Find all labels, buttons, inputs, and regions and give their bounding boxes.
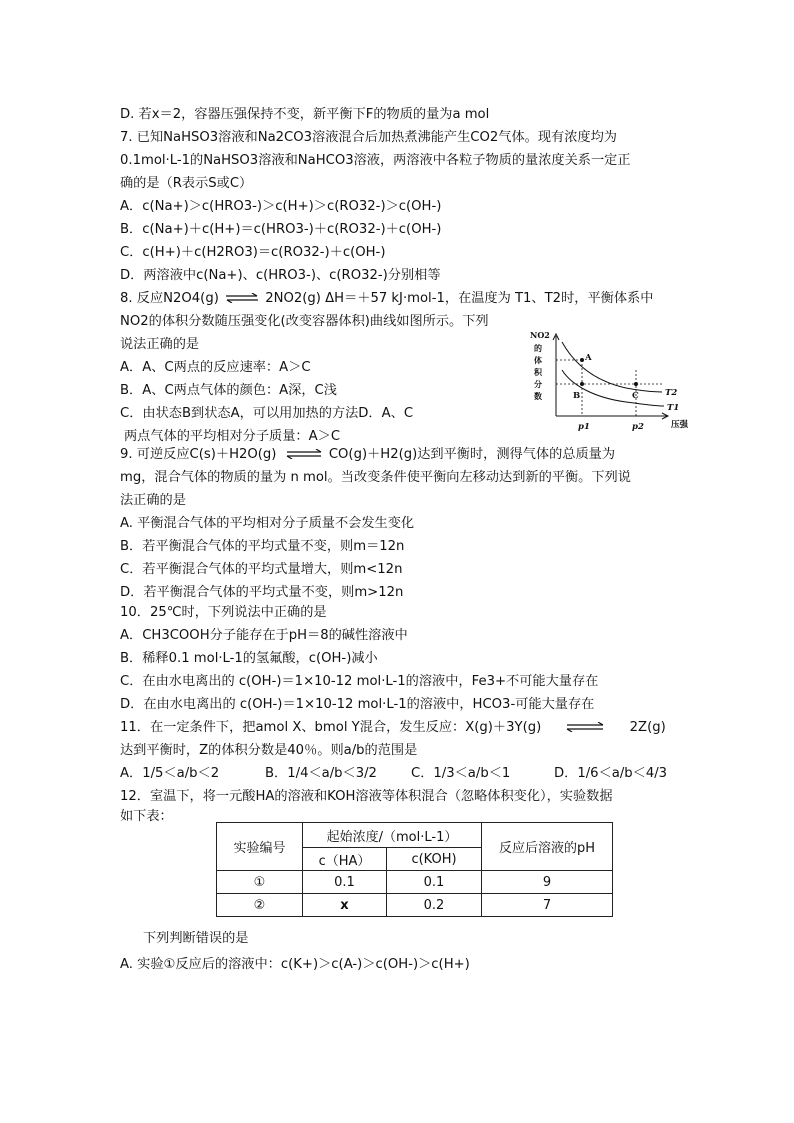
q7-option-a: A．c(Na+)＞c(HRO3-)＞c(H+)＞c(RO32-)＞c(OH-) xyxy=(120,199,442,214)
q8-option-b: B．A、C两点气体的颜色：A深，C浅 xyxy=(120,383,337,398)
label-p1: p1 xyxy=(578,422,590,432)
q7-option-c: C．c(H+)＋c(H2RO3)＝c(RO32-)＋c(OH-) xyxy=(120,245,386,260)
q11-stem-line1a: 11．在一定条件下，把amol X、bmol Y混合，发生反应：X(g)＋3Y(g) xyxy=(120,720,542,735)
q10-option-a: A．CH3COOH分子能存在于pH＝8的碱性溶液中 xyxy=(120,628,408,643)
table-cell-koh: 0.2 xyxy=(387,894,482,917)
graph-ylabel-4: 分 xyxy=(534,379,542,389)
no2-volume-fraction-graph xyxy=(526,330,696,435)
q7-option-b: B．c(Na+)＋c(H+)＝c(HRO3-)＋c(RO32-)＋c(OH-) xyxy=(120,222,442,237)
table-header-ha: c（HA） xyxy=(303,848,387,871)
q9-stem-line1 xyxy=(120,446,615,464)
equilibrium-arrow-icon xyxy=(225,293,259,303)
table-cell-ph: 7 xyxy=(482,894,613,917)
table-cell-ha: 0.1 xyxy=(303,871,387,894)
q7-stem-line2: 0.1mol·L-1的NaHSO3溶液和NaHCO3溶液，两溶液中各粒子物质的量浓度关系一定正 xyxy=(120,153,631,168)
table-header-conc: 起始浓度/（mol·L-1） xyxy=(303,823,482,848)
q8-stem-line3: 说法正确的是 xyxy=(120,337,200,352)
label-t2: T2 xyxy=(665,388,678,398)
q12-stem-line2: 如下表： xyxy=(120,809,173,824)
q7-option-d: D．两溶液中c(Na+)、c(HRO3-)、c(RO32-)分别相等 xyxy=(120,268,441,283)
label-t1: T1 xyxy=(667,403,680,413)
label-p2: p2 xyxy=(632,422,644,432)
q8-stem-line2: NO2的体积分数随压强变化(改变容器体积)曲线如图所示。下列 xyxy=(120,314,489,329)
q8-option-d: 两点气体的平均相对分子质量：A＞C xyxy=(124,429,341,444)
table-row xyxy=(217,894,613,917)
q11-options xyxy=(120,765,667,783)
q9-option-b: B．若平衡混合气体的平均式量不变，则m＝12n xyxy=(120,539,405,554)
q11-stem-line1 xyxy=(120,719,666,737)
table-header-ph: 反应后溶液的pH xyxy=(482,823,613,871)
label-a: A xyxy=(585,353,592,363)
table-header-exp: 实验编号 xyxy=(217,823,303,871)
q7-stem-line3: 确的是（R表示S或C） xyxy=(120,176,253,191)
q9-option-d: D．若平衡混合气体的平均式量不变，则m>12n xyxy=(120,585,404,600)
q12-stem-line1: 12．室温下，将一元酸HA的溶液和KOH溶液等体积混合（忽略体积变化），实验数据 xyxy=(120,789,613,804)
q11-stem-line1b: 2Z(g) xyxy=(629,720,666,735)
q9-option-a: A. 平衡混合气体的平均相对分子质量不会发生变化 xyxy=(120,516,415,531)
q11-option-c: C．1/3＜a/b＜1 xyxy=(411,766,511,781)
q8-stem-line1a: 8. 反应N2O4(g) xyxy=(120,291,219,306)
point-c xyxy=(634,382,638,386)
q12-option-a: A. 实验①反应后的溶液中：c(K+)＞c(A-)＞c(OH-)＞c(H+) xyxy=(120,957,470,972)
label-c: C xyxy=(632,391,639,401)
q11-option-a: A．1/5＜a/b＜2 xyxy=(120,766,220,781)
q9-stem-line3: 法正确的是 xyxy=(120,493,186,508)
equilibrium-arrow-icon xyxy=(283,449,323,459)
q6-option-d: D. 若x＝2，容器压强保持不变，新平衡下F的物质的量为a mol xyxy=(120,107,490,122)
q12-after-table: 下列判断错误的是 xyxy=(143,931,249,946)
q9-stem-line1a: 9. 可逆反应C(s)＋H2O(g) xyxy=(120,447,277,462)
table-header-koh: c(KOH) xyxy=(387,848,482,871)
q7-stem-line1: 7. 已知NaHSO3溶液和Na2CO3溶液混合后加热煮沸能产生CO2气体。现有浓度均为 xyxy=(120,130,617,145)
table-cell-ha: x xyxy=(303,894,387,917)
q11-stem-line2: 达到平衡时，Z的体积分数是40％。则a/b的范围是 xyxy=(120,743,418,758)
q8-option-a: A．A、C两点的反应速率：A＞C xyxy=(120,360,311,375)
q10-option-b: B．稀释0.1 mol·L-1的氢氟酸，c(OH-)减小 xyxy=(120,651,378,666)
label-xaxis: 压强 xyxy=(671,420,689,430)
q8-option-c: C．由状态B到状态A，可以用加热的方法D．A、C xyxy=(120,406,414,421)
table-cell-ph: 9 xyxy=(482,871,613,894)
table-cell-id: ① xyxy=(217,871,303,894)
q8-stem-line1b: 2NO2(g) ΔH＝＋57 kJ·mol-1，在温度为 T1、T2时，平衡体系中 xyxy=(265,291,654,306)
point-b xyxy=(580,382,584,386)
experiment-table xyxy=(216,822,613,917)
q10-option-c: C．在由水电离出的 c(OH-)＝1×10-12 mol·L-1的溶液中，Fe3+不可能大量存在 xyxy=(120,674,599,689)
table-cell-id: ② xyxy=(217,894,303,917)
graph-ylabel-1: 的 xyxy=(534,343,542,353)
q9-stem-line1b: CO(g)＋H2(g)达到平衡时，测得气体的总质量为 xyxy=(328,447,616,462)
table-row xyxy=(217,871,613,894)
q9-option-c: C．若平衡混合气体的平均式量增大，则m<12n xyxy=(120,562,403,577)
graph-ylabel-2: 体 xyxy=(534,355,542,365)
point-a xyxy=(580,358,584,362)
q9-stem-line2: mg，混合气体的物质的量为 n mol。当改变条件使平衡向左移动达到新的平衡。下列说 xyxy=(120,470,631,485)
graph-ylabel-5: 数 xyxy=(534,391,542,401)
q8-stem-line1 xyxy=(120,290,653,308)
graph-ylabel-3: 积 xyxy=(534,367,542,377)
q11-option-d: D．1/6＜a/b＜4/3 xyxy=(554,766,668,781)
table-cell-koh: 0.1 xyxy=(387,871,482,894)
label-b: B xyxy=(573,391,581,401)
graph-ylabel-0: NO2 xyxy=(530,330,550,340)
q10-stem: 10．25℃时，下列说法中正确的是 xyxy=(120,605,327,620)
equilibrium-arrow-icon xyxy=(565,722,605,732)
q10-option-d: D．在由水电离出的 c(OH-)＝1×10-12 mol·L-1的溶液中，HCO3-可能大量存在 xyxy=(120,697,595,712)
q11-option-b: B．1/4＜a/b＜3/2 xyxy=(265,766,377,781)
